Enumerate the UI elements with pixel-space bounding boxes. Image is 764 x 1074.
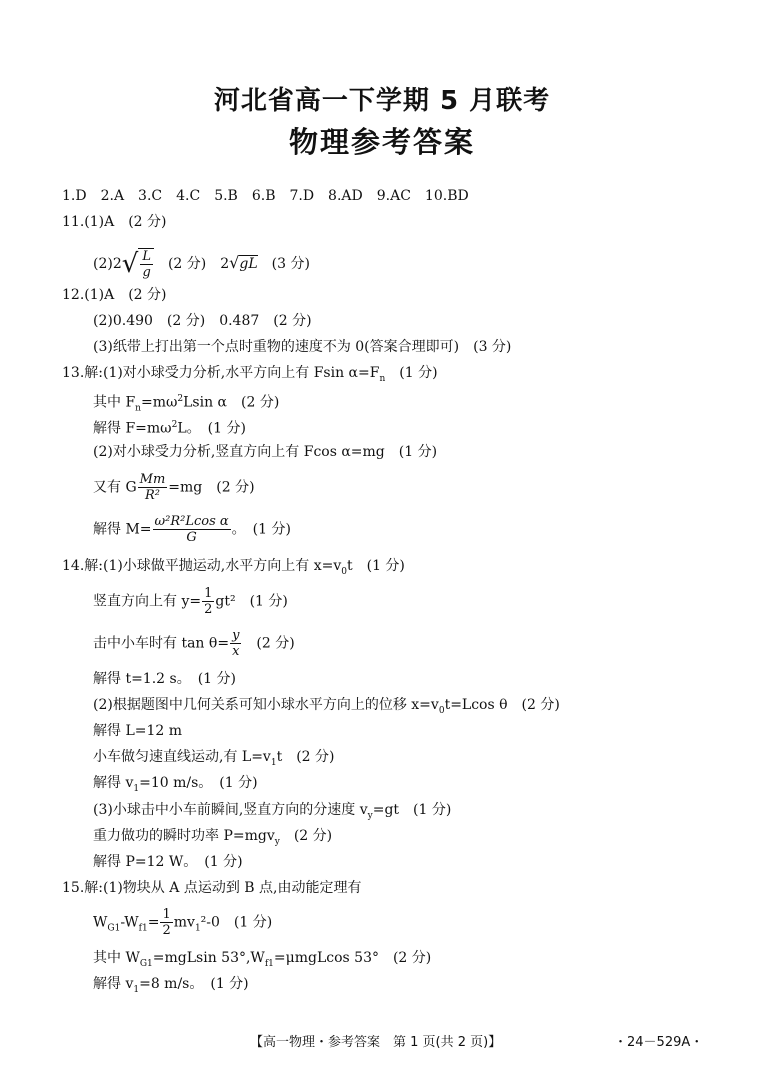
q12-part2: (2)0.490 (2 分) 0.487 (2 分) bbox=[93, 313, 312, 329]
subscript: y bbox=[367, 810, 373, 821]
page-footer: 【高一物理・参考答案 第 1 页(共 2 页)】 bbox=[250, 1035, 502, 1050]
fraction-numerator: y bbox=[232, 628, 240, 643]
fraction-numerator: L bbox=[142, 249, 151, 264]
fraction-denominator: g bbox=[142, 265, 151, 280]
text: =mgLsin 53°,W bbox=[152, 950, 265, 966]
q13-line4: (2)对小球受力分析,竖直方向上有 Fcos α=mg (1 分) bbox=[93, 444, 438, 460]
text: t (1 分) bbox=[346, 558, 405, 574]
page-title: 河北省高一下学期 5 月联考 bbox=[213, 86, 551, 116]
q13-line3 bbox=[93, 416, 246, 438]
q11-text: (2 分) 2 bbox=[153, 256, 230, 272]
subscript: 1 bbox=[270, 757, 277, 768]
text: 解得 v bbox=[93, 775, 134, 791]
text: t (2 分) bbox=[276, 749, 335, 765]
text: 小车做匀速直线运动,有 L=v bbox=[93, 749, 271, 765]
text: =μmgLcos 53° (2 分) bbox=[273, 950, 432, 966]
text: =gt (1 分) bbox=[372, 802, 452, 818]
fraction-denominator: G bbox=[186, 530, 197, 545]
text: 重力做功的瞬时功率 P=mgv bbox=[93, 828, 275, 844]
q14-line10 bbox=[93, 827, 332, 851]
text: 14.解:(1)小球做平抛运动,水平方向上有 x=v bbox=[62, 558, 342, 574]
fraction-numerator: 1 bbox=[204, 586, 213, 601]
choice-answers: 1.D 2.A 3.C 4.C 5.B 6.B 7.D 8.AD 9.AC 10.BD bbox=[62, 188, 469, 204]
text: (2 分) bbox=[279, 828, 333, 844]
text: t=Lcos θ (2 分) bbox=[444, 697, 560, 713]
text: (2 分) bbox=[242, 635, 295, 652]
text: 其中 W bbox=[93, 950, 140, 966]
subscript: 1 bbox=[133, 984, 140, 995]
q15-line4 bbox=[93, 975, 249, 999]
q13-line1 bbox=[62, 364, 438, 388]
superscript: 2 bbox=[177, 394, 184, 404]
subscript: y bbox=[274, 836, 280, 847]
q11-part2: (2)2√ $\frac{L}{g}$ (2 分) 2√gL (3 分) bbox=[93, 249, 310, 280]
q15-line2 bbox=[93, 907, 272, 938]
q14-line9 bbox=[93, 801, 451, 825]
text: 竖直方向上有 y= bbox=[93, 593, 202, 610]
sqrt-radicand: gL bbox=[239, 256, 258, 272]
text: 13.解:(1)对小球受力分析,水平方向上有 Fsin α=F bbox=[62, 365, 380, 381]
fraction-numerator: Mm bbox=[139, 472, 166, 487]
text: (2)根据题图中几何关系可知小球水平方向上的位移 x=v bbox=[93, 697, 439, 713]
text: 解得 F=mω bbox=[93, 420, 172, 437]
q12-part1: 12.(1)A (2 分) bbox=[62, 287, 167, 303]
fraction-denominator: 2 bbox=[162, 923, 171, 938]
text: -W bbox=[120, 914, 139, 931]
text: 又有 G bbox=[93, 479, 137, 496]
text: =10 m/s。 (1 分) bbox=[139, 775, 258, 791]
superscript: 2 bbox=[171, 420, 178, 430]
text: ²-0 (1 分) bbox=[200, 914, 273, 931]
text: L。 (1 分) bbox=[177, 420, 246, 437]
subscript: n bbox=[135, 403, 141, 414]
text: (3)小球击中小车前瞬间,竖直方向的分速度 v bbox=[93, 802, 368, 818]
text: =mω bbox=[140, 394, 178, 411]
text: 击中小车时有 tan θ= bbox=[93, 635, 230, 652]
q14-line11: 解得 P=12 W。 (1 分) bbox=[93, 854, 243, 870]
fraction-numerator: 1 bbox=[162, 907, 171, 922]
q14-line6: 解得 L=12 m bbox=[93, 723, 183, 739]
text: 其中 F bbox=[93, 394, 136, 411]
q14-line2 bbox=[93, 586, 288, 617]
subscript: 1 bbox=[194, 923, 201, 934]
q13-line5 bbox=[93, 472, 255, 503]
q13-line2 bbox=[93, 390, 279, 417]
text: gt² (1 分) bbox=[215, 593, 288, 610]
q14-line3 bbox=[93, 628, 295, 659]
q14-line8 bbox=[93, 774, 258, 798]
q11-text: (2)2 bbox=[93, 256, 122, 272]
text: =mg (2 分) bbox=[168, 479, 255, 496]
text: (1 分) bbox=[385, 365, 438, 381]
text: 解得 v bbox=[93, 976, 134, 992]
fraction-denominator: R² bbox=[144, 488, 160, 503]
subscript: 0 bbox=[341, 566, 347, 577]
document-code: ・24－529A・ bbox=[614, 1035, 704, 1050]
q14-line4: 解得 t=1.2 s。 (1 分) bbox=[93, 671, 236, 687]
q14-line5 bbox=[93, 696, 560, 720]
fraction-numerator: ω²R²Lcos α bbox=[154, 514, 229, 529]
subscript: n bbox=[379, 373, 386, 384]
q11-text: (3 分) bbox=[257, 256, 310, 272]
text: 解得 M= bbox=[93, 521, 152, 538]
subscript: f1 bbox=[138, 923, 148, 934]
text: mv bbox=[173, 914, 195, 931]
sqrt-expression: √ $\frac{L}{g}$ bbox=[122, 248, 154, 280]
text: = bbox=[147, 914, 160, 931]
q15-line3 bbox=[93, 949, 431, 973]
q14-line7 bbox=[93, 748, 335, 772]
q14-line1 bbox=[62, 557, 405, 581]
fraction-denominator: 2 bbox=[204, 602, 213, 617]
text: =8 m/s。 (1 分) bbox=[139, 976, 249, 992]
q12-part3: (3)纸带上打出第一个点时重物的速度不为 0(答案合理即可) (3 分) bbox=[93, 339, 512, 355]
text: Lsin α (2 分) bbox=[183, 394, 280, 411]
q11-part1: 11.(1)A (2 分) bbox=[62, 214, 167, 230]
text: W bbox=[93, 914, 108, 931]
fraction-denominator: x bbox=[232, 644, 240, 659]
text: 。 (1 分) bbox=[231, 521, 291, 538]
subscript: 1 bbox=[133, 783, 140, 794]
subscript: f1 bbox=[264, 958, 274, 969]
page-subtitle: 物理参考答案 bbox=[288, 125, 475, 159]
subscript: G1 bbox=[139, 958, 153, 969]
q13-line6 bbox=[93, 514, 291, 545]
subscript: 0 bbox=[438, 705, 445, 716]
subscript: G1 bbox=[107, 923, 121, 934]
q15-line1: 15.解:(1)物块从 A 点运动到 B 点,由动能定理有 bbox=[62, 880, 362, 896]
